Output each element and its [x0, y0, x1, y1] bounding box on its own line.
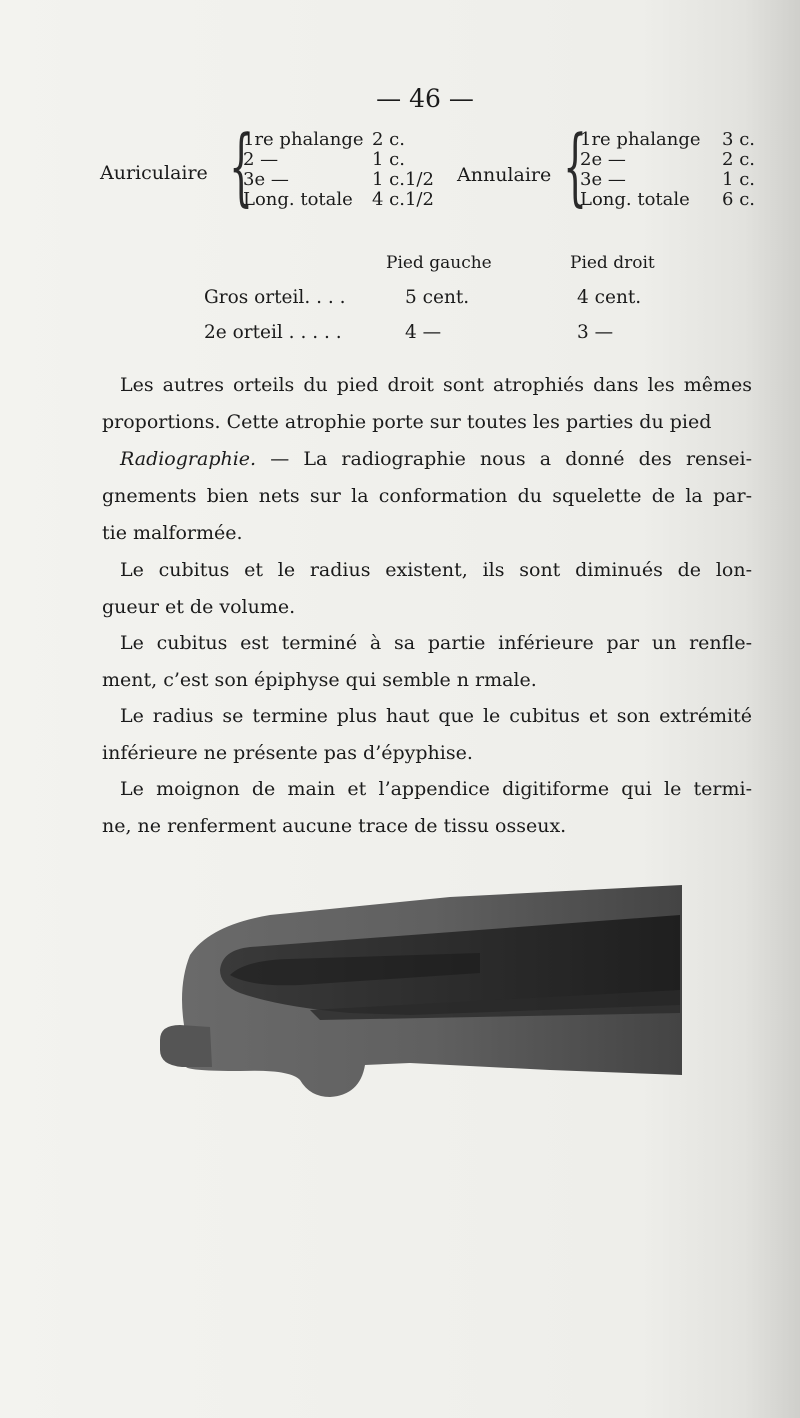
auriculaire-label: Auriculaire [100, 162, 208, 184]
annulaire-brace: { [563, 117, 588, 215]
auriculaire-row-value: 1 c. [372, 149, 405, 170]
foot-header-left: Pied gauche [386, 253, 492, 273]
paragraph-1 [102, 367, 752, 441]
auriculaire-row-value: 1 c.1/2 [372, 169, 434, 190]
text-line: Les autres orteils du pied droit sont atrophiés dans les mêmes [120, 374, 752, 396]
text-line: Le radius se termine plus haut que le cubitus et son extrémité [120, 705, 752, 727]
foot-row-right-value: 3 — [577, 322, 614, 343]
annulaire-row-value: 6 c. [722, 189, 755, 210]
annulaire-label: Annulaire [457, 164, 552, 186]
annulaire-row-value: 1 c. [722, 169, 755, 190]
paragraph-3 [102, 552, 752, 626]
text-line: ne, ne renferment aucune trace de tissu osseux. [102, 815, 567, 837]
foot-row-label: 2e orteil . . . . . [204, 322, 342, 343]
text-line: gueur et de volume. [102, 596, 296, 618]
text-line: ment, c’est son épiphyse qui semble n rmale. [102, 669, 537, 691]
paragraph-4 [102, 625, 752, 699]
annulaire-names [580, 130, 701, 210]
auriculaire-brace: { [229, 117, 254, 215]
radiograph-image [150, 875, 690, 1115]
auriculaire-row-name: Long. totale [243, 189, 353, 210]
auriculaire-row-value: 4 c.1/2 [372, 189, 434, 210]
text-line: gnements bien nets sur la conformation du squelette de la par- [102, 485, 752, 507]
annulaire-row-value: 2 c. [722, 149, 755, 170]
auriculaire-row-name: 1re phalange [243, 129, 364, 150]
radiograph-appendix [160, 1025, 212, 1067]
auriculaire-row-value: 2 c. [372, 129, 405, 150]
text-line: Le cubitus est terminé à sa partie inférieure par un renfle- [120, 632, 752, 654]
paragraph-5 [102, 698, 752, 772]
text-line: Le cubitus et le radius existent, ils sont diminués de lon- [120, 559, 752, 581]
paragraph-2 [102, 441, 752, 552]
foot-row-label: Gros orteil. . . . [204, 287, 346, 308]
foot-row-left-value: 4 — [405, 322, 442, 343]
paragraph-6 [102, 771, 752, 845]
auriculaire-row-name: 3e — [243, 169, 289, 190]
text-fragment: — La radiographie nous a donné des rensei- [256, 448, 752, 470]
foot-row-right-value: 4 cent. [577, 287, 642, 308]
auriculaire-names [243, 130, 364, 210]
annulaire-row-name: 2e — [580, 149, 626, 170]
annulaire-values [705, 130, 755, 210]
annulaire-row-value: 3 c. [722, 129, 755, 150]
foot-row-left-value: 5 cent. [405, 287, 470, 308]
text-line [102, 441, 752, 478]
annulaire-row-name: Long. totale [580, 189, 690, 210]
foot-header-right: Pied droit [570, 253, 655, 273]
section-heading: Radiographie. [120, 448, 257, 470]
page-number: — 46 — [376, 84, 474, 113]
text-line: Le moignon de main et l’appendice digitiforme qui le termi- [120, 778, 752, 800]
text-line: inférieure ne présente pas d’épyphise. [102, 742, 473, 764]
annulaire-row-name: 1re phalange [580, 129, 701, 150]
text-line: tie malformée. [102, 522, 243, 544]
text-line: proportions. Cette atrophie porte sur toutes les parties du pied [102, 411, 712, 433]
auriculaire-values [372, 130, 434, 210]
annulaire-row-name: 3e — [580, 169, 626, 190]
auriculaire-row-name: 2 — [243, 149, 279, 170]
